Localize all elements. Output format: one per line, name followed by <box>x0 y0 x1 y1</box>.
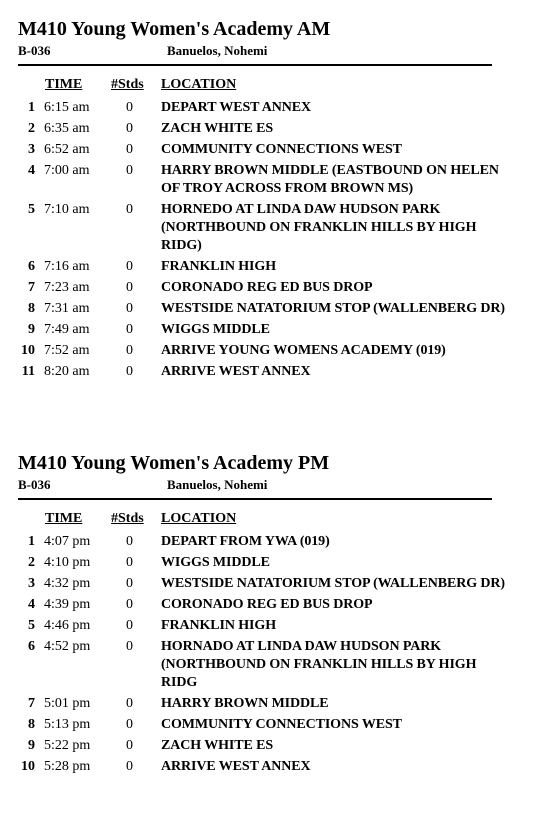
stop-location: WESTSIDE NATATORIUM STOP (WALLENBERG DR) <box>161 576 505 591</box>
pm-driver-name: Banuelos, Nohemi <box>167 477 268 492</box>
stop-location: COMMUNITY CONNECTIONS WEST <box>161 717 402 732</box>
stop-location: ZACH WHITE ES <box>161 121 274 136</box>
stop-time: 6:35 am <box>44 121 90 136</box>
stop-student-count: 0 <box>126 121 133 136</box>
stop-row <box>18 141 492 159</box>
stop-location: HARRY BROWN MIDDLE (EASTBOUND ON HELEN OF TROY ACROSS FROM BROWN MS) <box>161 163 499 196</box>
stop-location: WESTSIDE NATATORIUM STOP (WALLENBERG DR) <box>161 301 505 316</box>
stop-location: WIGGS MIDDLE <box>161 555 270 570</box>
stop-number: 6 <box>28 639 35 654</box>
stop-student-count: 0 <box>126 717 133 732</box>
stop-location: CORONADO REG ED BUS DROP <box>161 597 373 612</box>
stop-location: ARRIVE WEST ANNEX <box>161 364 311 379</box>
stop-row <box>18 596 492 614</box>
stop-number: 8 <box>28 301 35 316</box>
stop-student-count: 0 <box>126 618 133 633</box>
stop-number: 4 <box>28 163 35 178</box>
stop-location: WIGGS MIDDLE <box>161 322 270 337</box>
stop-time: 7:10 am <box>44 202 90 217</box>
stop-number: 3 <box>28 142 35 157</box>
stop-number: 10 <box>21 759 35 774</box>
stop-student-count: 0 <box>126 280 133 295</box>
stop-row <box>18 533 492 551</box>
stop-time: 7:52 am <box>44 343 90 358</box>
pm-divider <box>18 498 492 500</box>
stop-number: 5 <box>28 202 35 217</box>
stop-number: 11 <box>21 364 35 379</box>
stop-time: 7:49 am <box>44 322 90 337</box>
stop-time: 5:01 pm <box>44 696 91 711</box>
stop-student-count: 0 <box>126 100 133 115</box>
am-driver-name: Banuelos, Nohemi <box>167 43 268 58</box>
stop-row <box>18 363 492 381</box>
pm-route-title: M410 Young Women's Academy PM <box>18 452 330 474</box>
stop-student-count: 0 <box>126 555 133 570</box>
stop-time: 6:15 am <box>44 100 90 115</box>
stop-student-count: 0 <box>126 322 133 337</box>
stop-row <box>18 554 492 572</box>
am-column-headers <box>18 77 492 95</box>
stop-location: ARRIVE WEST ANNEX <box>161 759 311 774</box>
stop-time: 4:39 pm <box>44 597 91 612</box>
stop-time: 4:46 pm <box>44 618 91 633</box>
stop-time: 7:31 am <box>44 301 90 316</box>
stop-number: 2 <box>28 121 35 136</box>
stop-time: 5:28 pm <box>44 759 91 774</box>
stop-row <box>18 120 492 138</box>
stop-time: 5:22 pm <box>44 738 91 753</box>
stop-number: 3 <box>28 576 35 591</box>
stop-row <box>18 99 492 117</box>
stop-row <box>18 758 492 776</box>
stop-student-count: 0 <box>126 759 133 774</box>
stop-number: 4 <box>28 597 35 612</box>
stop-time: 7:23 am <box>44 280 90 295</box>
stop-number: 10 <box>21 343 35 358</box>
stop-row <box>18 695 492 713</box>
am-header-time: TIME <box>45 77 83 92</box>
stop-row <box>18 279 492 297</box>
stop-row <box>18 201 492 255</box>
stop-number: 6 <box>28 259 35 274</box>
am-route-title: M410 Young Women's Academy AM <box>18 18 331 40</box>
stop-location: COMMUNITY CONNECTIONS WEST <box>161 142 402 157</box>
stop-number: 2 <box>28 555 35 570</box>
stop-student-count: 0 <box>126 639 133 654</box>
pm-column-headers <box>18 511 492 529</box>
stop-time: 4:10 pm <box>44 555 91 570</box>
stop-student-count: 0 <box>126 738 133 753</box>
pm-header-time: TIME <box>45 511 83 526</box>
stop-location: ARRIVE YOUNG WOMENS ACADEMY (019) <box>161 343 446 358</box>
stop-row <box>18 638 492 692</box>
stop-location: DEPART WEST ANNEX <box>161 100 312 115</box>
stop-number: 5 <box>28 618 35 633</box>
stop-location: ZACH WHITE ES <box>161 738 274 753</box>
am-header-location: LOCATION <box>161 77 237 92</box>
stop-row <box>18 617 492 635</box>
stop-row <box>18 716 492 734</box>
stop-row <box>18 258 492 276</box>
stop-student-count: 0 <box>126 364 133 379</box>
stop-time: 4:07 pm <box>44 534 91 549</box>
stop-time: 6:52 am <box>44 142 90 157</box>
stop-location: DEPART FROM YWA (019) <box>161 534 330 549</box>
stop-location: FRANKLIN HIGH <box>161 618 276 633</box>
stop-number: 9 <box>28 738 35 753</box>
stop-number: 8 <box>28 717 35 732</box>
stop-student-count: 0 <box>126 301 133 316</box>
stop-location: CORONADO REG ED BUS DROP <box>161 280 373 295</box>
stop-row <box>18 300 505 318</box>
stop-number: 7 <box>28 280 35 295</box>
stop-row <box>18 321 492 339</box>
am-header-stds: #Stds <box>111 77 144 92</box>
stop-student-count: 0 <box>126 576 133 591</box>
stop-student-count: 0 <box>126 696 133 711</box>
pm-stop-list <box>18 533 505 776</box>
stop-student-count: 0 <box>126 597 133 612</box>
stop-row <box>18 342 492 360</box>
am-bus-driver-line <box>18 43 492 61</box>
stop-row <box>18 162 499 198</box>
am-bus-number: B-036 <box>18 43 51 58</box>
stop-location: FRANKLIN HIGH <box>161 259 276 274</box>
pm-bus-driver-line <box>18 477 492 495</box>
stop-number: 1 <box>28 100 35 115</box>
stop-location: HARRY BROWN MIDDLE <box>161 696 329 711</box>
stop-student-count: 0 <box>126 534 133 549</box>
stop-location: HORNADO AT LINDA DAW HUDSON PARK (NORTHBOUND ON FRANKLIN HILLS BY HIGH RIDG <box>161 639 477 690</box>
stop-row <box>18 575 505 593</box>
pm-header-location: LOCATION <box>161 511 237 526</box>
stop-location: HORNEDO AT LINDA DAW HUDSON PARK (NORTHBOUND ON FRANKLIN HILLS BY HIGH RIDG) <box>161 202 477 253</box>
stop-student-count: 0 <box>126 163 133 178</box>
stop-number: 9 <box>28 322 35 337</box>
stop-time: 7:00 am <box>44 163 90 178</box>
stop-time: 4:32 pm <box>44 576 91 591</box>
stop-student-count: 0 <box>126 259 133 274</box>
stop-student-count: 0 <box>126 343 133 358</box>
am-divider <box>18 64 492 66</box>
stop-number: 1 <box>28 534 35 549</box>
stop-time: 7:16 am <box>44 259 90 274</box>
stop-student-count: 0 <box>126 142 133 157</box>
pm-header-stds: #Stds <box>111 511 144 526</box>
stop-time: 4:52 pm <box>44 639 91 654</box>
stop-row <box>18 737 492 755</box>
stop-time: 8:20 am <box>44 364 90 379</box>
stop-time: 5:13 pm <box>44 717 91 732</box>
stop-student-count: 0 <box>126 202 133 217</box>
am-stop-list <box>18 99 505 381</box>
pm-schedule <box>18 451 505 779</box>
pm-bus-number: B-036 <box>18 477 51 492</box>
am-schedule <box>18 17 505 384</box>
stop-number: 7 <box>28 696 35 711</box>
